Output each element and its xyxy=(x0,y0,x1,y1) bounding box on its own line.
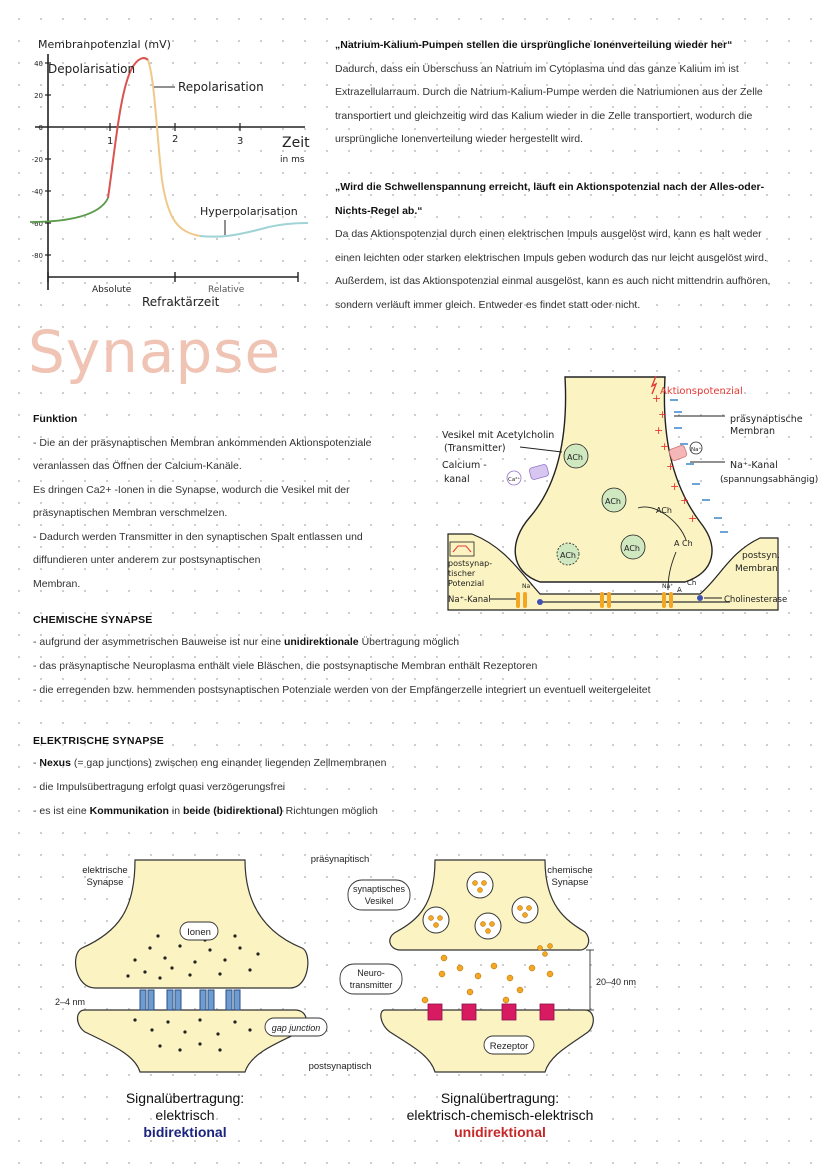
label-a: A xyxy=(677,586,682,594)
depolarisation-curve xyxy=(108,58,148,198)
label-vesikel: Vesikel mit Acetylcholin xyxy=(442,430,555,441)
svg-text:ACh: ACh xyxy=(560,551,576,560)
funktion-section xyxy=(33,408,433,596)
schwelle-line: sondern verläuft immer gleich. Entweder es findet statt oder nicht. xyxy=(335,298,641,311)
svg-text:+: + xyxy=(652,392,662,405)
svg-text:ACh: ACh xyxy=(605,497,621,506)
x-axis-unit: in ms xyxy=(280,155,305,165)
chemisch-heading: CHEMISCHE SYNAPSE xyxy=(33,614,153,626)
ach-free: ACh xyxy=(656,506,672,515)
y-tick: -20 xyxy=(31,156,43,164)
label-na-kanal: Na⁺-Kanal xyxy=(730,460,778,471)
svg-text:+: + xyxy=(660,440,670,453)
svg-text:+: + xyxy=(688,512,698,525)
funktion-line: - Die an der präsynaptischen Membran ankommenden Aktionspotenziale xyxy=(33,436,372,449)
label-hyperpolarisation: Hyperpolarisation xyxy=(200,205,298,218)
x-tick: 1 xyxy=(107,136,114,147)
funktion-line: Es dringen Ca2+ -Ionen in die Synapse, wodurch die Vesikel mit der xyxy=(33,483,350,496)
svg-text:+: + xyxy=(658,408,668,421)
caption-bidirektional: bidirektional xyxy=(143,1124,227,1140)
funktion-line: präsynaptischen Membran verschmelzen. xyxy=(33,507,228,519)
y-tick: 40 xyxy=(34,60,43,68)
label-elektrische-synapse-2: Synapse xyxy=(86,877,124,888)
caption-electrical xyxy=(105,1090,265,1141)
label-depolarisation: Depolarisation xyxy=(48,62,136,76)
natrium-line: ursprüngliche Ionenverteilung wieder hergestellt wird. xyxy=(335,133,584,145)
elektrisch-line-2: - die Impulsübertragung erfolgt quasi verzögerungsfrei xyxy=(33,781,286,793)
label-synaptisches: synaptisches xyxy=(352,884,406,894)
x-tick: 3 xyxy=(237,136,244,147)
label-aktionspotenzial: Aktionspotenzial xyxy=(660,386,743,397)
na-channel-pre xyxy=(668,445,687,462)
label-gap-junction: gap junction xyxy=(271,1023,321,1033)
svg-text:ACh: ACh xyxy=(567,453,583,462)
label-postsyn-pot-1: postsynap- xyxy=(448,559,493,568)
chemische-synapse-section xyxy=(33,614,651,702)
label-chemische-synapse-2: Synapse xyxy=(551,877,589,888)
label-praesynaptisch: präsynaptisch xyxy=(310,854,370,865)
natrium-section xyxy=(335,34,815,152)
chemisch-line-2: - das präsynaptische Neuroplasma enthält viele Bläschen, die postsynaptische Membran enthält Rezeptoren xyxy=(33,660,538,672)
schwelle-heading-cont: Nichts-Regel ab.“ xyxy=(335,204,423,217)
synapse-diagram xyxy=(430,372,825,622)
caption-right-1: Signalübertragung: xyxy=(440,1090,560,1106)
svg-text:+: + xyxy=(680,494,690,507)
y-tick: -60 xyxy=(31,220,43,228)
x-axis-title: Zeit xyxy=(282,135,310,151)
svg-text:+: + xyxy=(654,424,664,437)
hyperpolarisation-curve xyxy=(200,223,308,237)
svg-text:ACh: ACh xyxy=(624,544,640,553)
chemisch-line-3: - die erregenden bzw. hemmenden postsynaptischen Potenziale werden von der Empfängerzelle integriert un eventuell weitergeleitet xyxy=(33,684,651,696)
schwelle-line: Außerdem, ist das Aktionspotenzial einmal ausgelöst, kann es auch nicht mittendrin aufhören, xyxy=(335,275,771,287)
ach-vesicle xyxy=(602,488,626,512)
label-kanal: kanal xyxy=(444,474,470,485)
caption-chemical xyxy=(385,1090,615,1141)
label-na-kanal-left: Na⁺-Kanal xyxy=(448,595,491,605)
label-cholinesterase: Cholinesterase xyxy=(724,595,788,605)
label-ch: Ch xyxy=(687,579,697,587)
label-repolarisation: Repolarisation xyxy=(178,80,264,94)
funktion-line: - Dadurch werden Transmitter in den synaptischen Spalt entlassen und xyxy=(33,530,363,543)
ach-vesicle xyxy=(621,535,645,559)
na-ion: Na⁺ xyxy=(691,447,702,453)
action-potential-graph xyxy=(20,30,320,315)
label-postsyn-membran: postsyn. xyxy=(742,551,781,561)
na-ion-post-2: Na⁺ xyxy=(662,583,674,590)
elektrisch-line-1: - Nexus (= gap junctions) zwischen eng einander liegenden Zellmembranen xyxy=(33,757,387,769)
label-elektrische-synapse: elektrische xyxy=(82,865,128,876)
y-tick: -40 xyxy=(31,188,43,196)
label-transmitter-bottom: transmitter xyxy=(349,980,393,990)
ach-vesicle-fusing xyxy=(557,543,579,565)
label-relative: Relative xyxy=(208,285,245,295)
elektrische-synapse-section xyxy=(33,735,386,823)
caption-left-2: elektrisch xyxy=(155,1107,215,1123)
schwelle-line: einen leichten oder starken elektrischen Impuls geben wodurch das nur leicht ausgelöst wird. xyxy=(335,251,767,264)
schwelle-line: Da das Aktionspotenzial durch einen elektrischen Impuls ausgelöst wird, kann es halt weder xyxy=(335,228,762,240)
calcium-channel xyxy=(529,464,549,480)
ca-ion: Ca²⁺ xyxy=(508,477,521,483)
y-tick: 0 xyxy=(38,124,43,132)
funktion-line: diffundieren unter anderem zur postsynaptischen xyxy=(33,554,261,566)
elektrisch-heading: ELEKTRISCHE SYNAPSE xyxy=(33,735,164,747)
natrium-heading: „Natrium-Kalium-Pumpen stellen die ursprüngliche Ionenverteilung wieder her“ xyxy=(335,39,733,51)
label-absolute: Absolute xyxy=(92,285,132,295)
label-rezeptor: Rezeptor xyxy=(489,1041,529,1052)
label-neuro: Neuro- xyxy=(357,968,385,978)
label-postsyn-pot-2: tischer xyxy=(448,569,476,578)
schwelle-section xyxy=(335,176,815,317)
na-ion-post: Na⁺ xyxy=(522,583,534,590)
natrium-line: Dadurch, dass ein Überschuss an Natrium im Cytoplasma und das ganze Kalium im ist xyxy=(335,62,739,75)
chemisch-line-1: - aufgrund der asymmetrischen Bauweise ist nur eine unidirektionale Übertragung möglich xyxy=(33,636,460,648)
y-tick: -80 xyxy=(31,252,43,260)
caption-right-2: elektrisch-chemisch-elektrisch xyxy=(406,1107,594,1123)
ach-vesicle xyxy=(564,444,588,468)
label-praesyn-membran: präsynaptische xyxy=(730,414,803,425)
label-transmitter: (Transmitter) xyxy=(444,443,506,454)
label-vesikel-bottom: Vesikel xyxy=(364,896,394,906)
funktion-line: Membran. xyxy=(33,577,81,590)
label-refractory: Refraktärzeit xyxy=(142,295,220,309)
label-ionen: Ionen xyxy=(187,927,211,938)
natrium-line: Extrazellularraum. Durch die Natrium-Kalium-Pumpe werden die Natriumionen aus der Zelle xyxy=(335,86,763,98)
label-chemische-synapse: chemische xyxy=(547,865,593,876)
caption-left-1: Signalübertragung: xyxy=(125,1090,245,1106)
svg-text:+: + xyxy=(666,460,676,473)
natrium-line: transportiert und gleichzeitig wird das Kalium wieder in die Zelle transportiert, wodurch die xyxy=(335,109,753,122)
x-tick: 2 xyxy=(172,134,179,145)
label-postsyn-membran-2: Membran xyxy=(735,564,778,574)
label-postsynaptisch: postsynaptisch xyxy=(308,1061,372,1072)
receptor xyxy=(537,599,543,605)
presynaptic-terminal xyxy=(515,377,712,582)
y-axis-title: Membranpotenzial (mV) xyxy=(38,38,171,51)
synapse-comparison-diagram xyxy=(40,850,660,1080)
label-gap-size: 2–4 nm xyxy=(55,997,86,1007)
y-tick: 20 xyxy=(34,92,43,100)
schwelle-heading: „Wird die Schwellenspannung erreicht, läuft ein Aktionspotenzial nach der Alles-oder- xyxy=(335,181,765,193)
ach-free-2: A Ch xyxy=(674,539,693,548)
elektrisch-line-3: - es ist eine Kommunikation in beide (bidirektional) Richtungen möglich xyxy=(33,805,378,817)
synapse-title: Synapse xyxy=(28,318,282,386)
svg-text:+: + xyxy=(670,480,680,493)
label-spannungsabhaengig: (spannungsabhängig) xyxy=(720,475,819,485)
label-praesyn-membran-2: Membran xyxy=(730,426,776,437)
funktion-line: veranlassen das Öffnen der Calcium-Kanäle. xyxy=(33,460,242,472)
resting-phase-curve xyxy=(30,198,108,222)
label-postsyn-pot-3: Potenzial xyxy=(448,579,485,588)
label-calcium: Calcium - xyxy=(442,460,487,471)
gap-junction-channels xyxy=(140,990,240,1010)
label-cleft-size: 20–40 nm xyxy=(596,977,637,987)
funktion-heading: Funktion xyxy=(33,413,78,425)
caption-unidirektional: unidirektional xyxy=(454,1124,546,1140)
cholinesterase-dot xyxy=(697,595,703,601)
